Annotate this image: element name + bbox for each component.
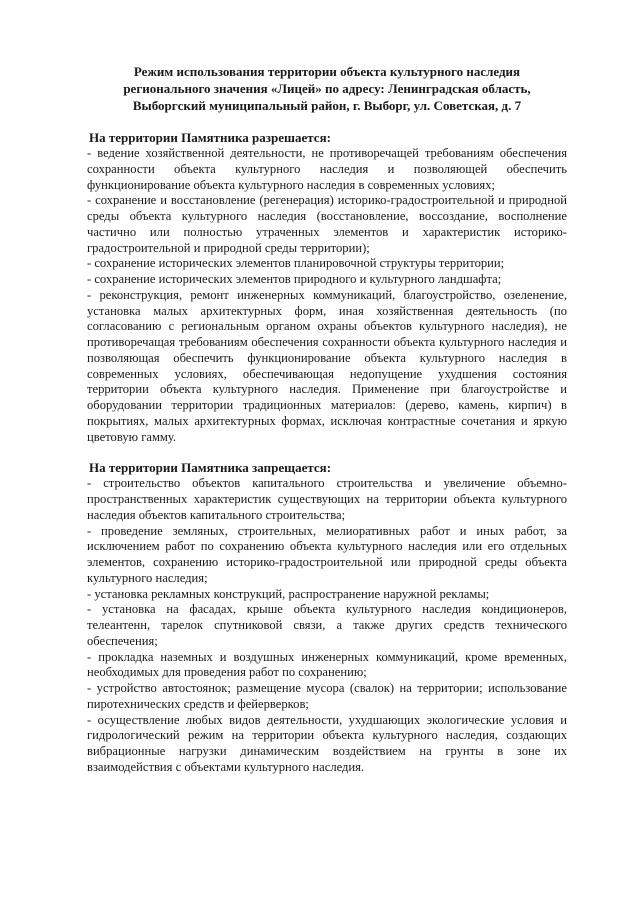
forbidden-item: - строительство объектов капитального строительства и увеличение объемно-пространственных характеристик существующих на территории объекта культурного наследия объектов капитального строительства;	[87, 476, 567, 522]
title-line: регионального значения «Лицей» по адресу: Ленинградская область,	[123, 81, 531, 96]
allowed-item: - сохранение исторических элементов планировочной структуры территории;	[87, 256, 505, 271]
section-spacer	[87, 445, 567, 460]
allowed-heading: На территории Памятника разрешается:	[89, 130, 331, 145]
forbidden-item: - прокладка наземных и воздушных инженерных коммуникаций, кроме временных, необходимых для проведения работ по сохранению;	[87, 649, 567, 680]
allowed-item: - ведение хозяйственной деятельности, не противоречащей требованиям обеспечения сохранности объекта культурного наследия и позволяющей обеспечить функционирование объекта культурного наследия в современных условиях;	[87, 146, 567, 192]
forbidden-item: - устройство автостоянок; размещение мусора (свалок) на территории; использование пиротехнических средств и фейерверков;	[87, 681, 567, 711]
forbidden-heading: На территории Памятника запрещается:	[89, 460, 332, 476]
document-title	[87, 63, 567, 114]
forbidden-item: - осуществление любых видов деятельности, ухудшающих экологические условия и гидрологический режим на территории объекта культурного наследия, создающих вибрационные нагрузки динамическим воздействием на грунты в зоне их взаимодействия с объектами культурного наследия.	[87, 712, 567, 774]
document-page	[87, 63, 567, 776]
title-line: Режим использования территории объекта культурного наследия	[133, 64, 521, 79]
forbidden-item: - установка рекламных конструкций, распространение наружной рекламы;	[87, 586, 490, 601]
forbidden-item: - проведение земляных, строительных, мелиоративных работ и иных работ, за исключением работ по сохранению объекта культурного наследия или его отдельных элементов, сохранению историко-градостроительной или природной среды объекта культурного наследия;	[87, 523, 567, 585]
allowed-item: - сохранение и восстановление (регенерация) историко-градостроительной и природной среды объекта культурного наследия (восстановление, воссоздание, восполнение частично или полностью утраченных элементов и характеристик историко-градостроительной и природной среды территории);	[87, 193, 567, 255]
allowed-item: - реконструкция, ремонт инженерных коммуникаций, благоустройство, озеленение, установка малых архитектурных форм, иная хозяйственная деятельность (по согласованию с региональным органом охраны объектов культурного наследия), не противоречащая требованиям обеспечения сохранности объекта культурного наследия и позволяющая обеспечить функционирование объекта культурного наследия в современных условиях, обеспечивающая недопущение ухудшения состояния территории объекта культурного наследия. Применение при благоустройстве и оборудовании территории традиционных материалов: (дерево, камень, кирпич) в покрытиях, малых архитектурных формах, исключая контрастные сочетания и яркую цветовую гамму.	[87, 287, 567, 444]
title-line: Выборгский муниципальный район, г. Выборг, ул. Советская, д. 7	[132, 98, 522, 113]
allowed-item: - сохранение исторических элементов природного и культурного ландшафта;	[87, 272, 502, 286]
forbidden-item: - установка на фасадах, крыше объекта культурного наследия кондиционеров, телеантенн, тарелок спутниковой связи, а также других средств технического обеспечения;	[87, 602, 567, 648]
